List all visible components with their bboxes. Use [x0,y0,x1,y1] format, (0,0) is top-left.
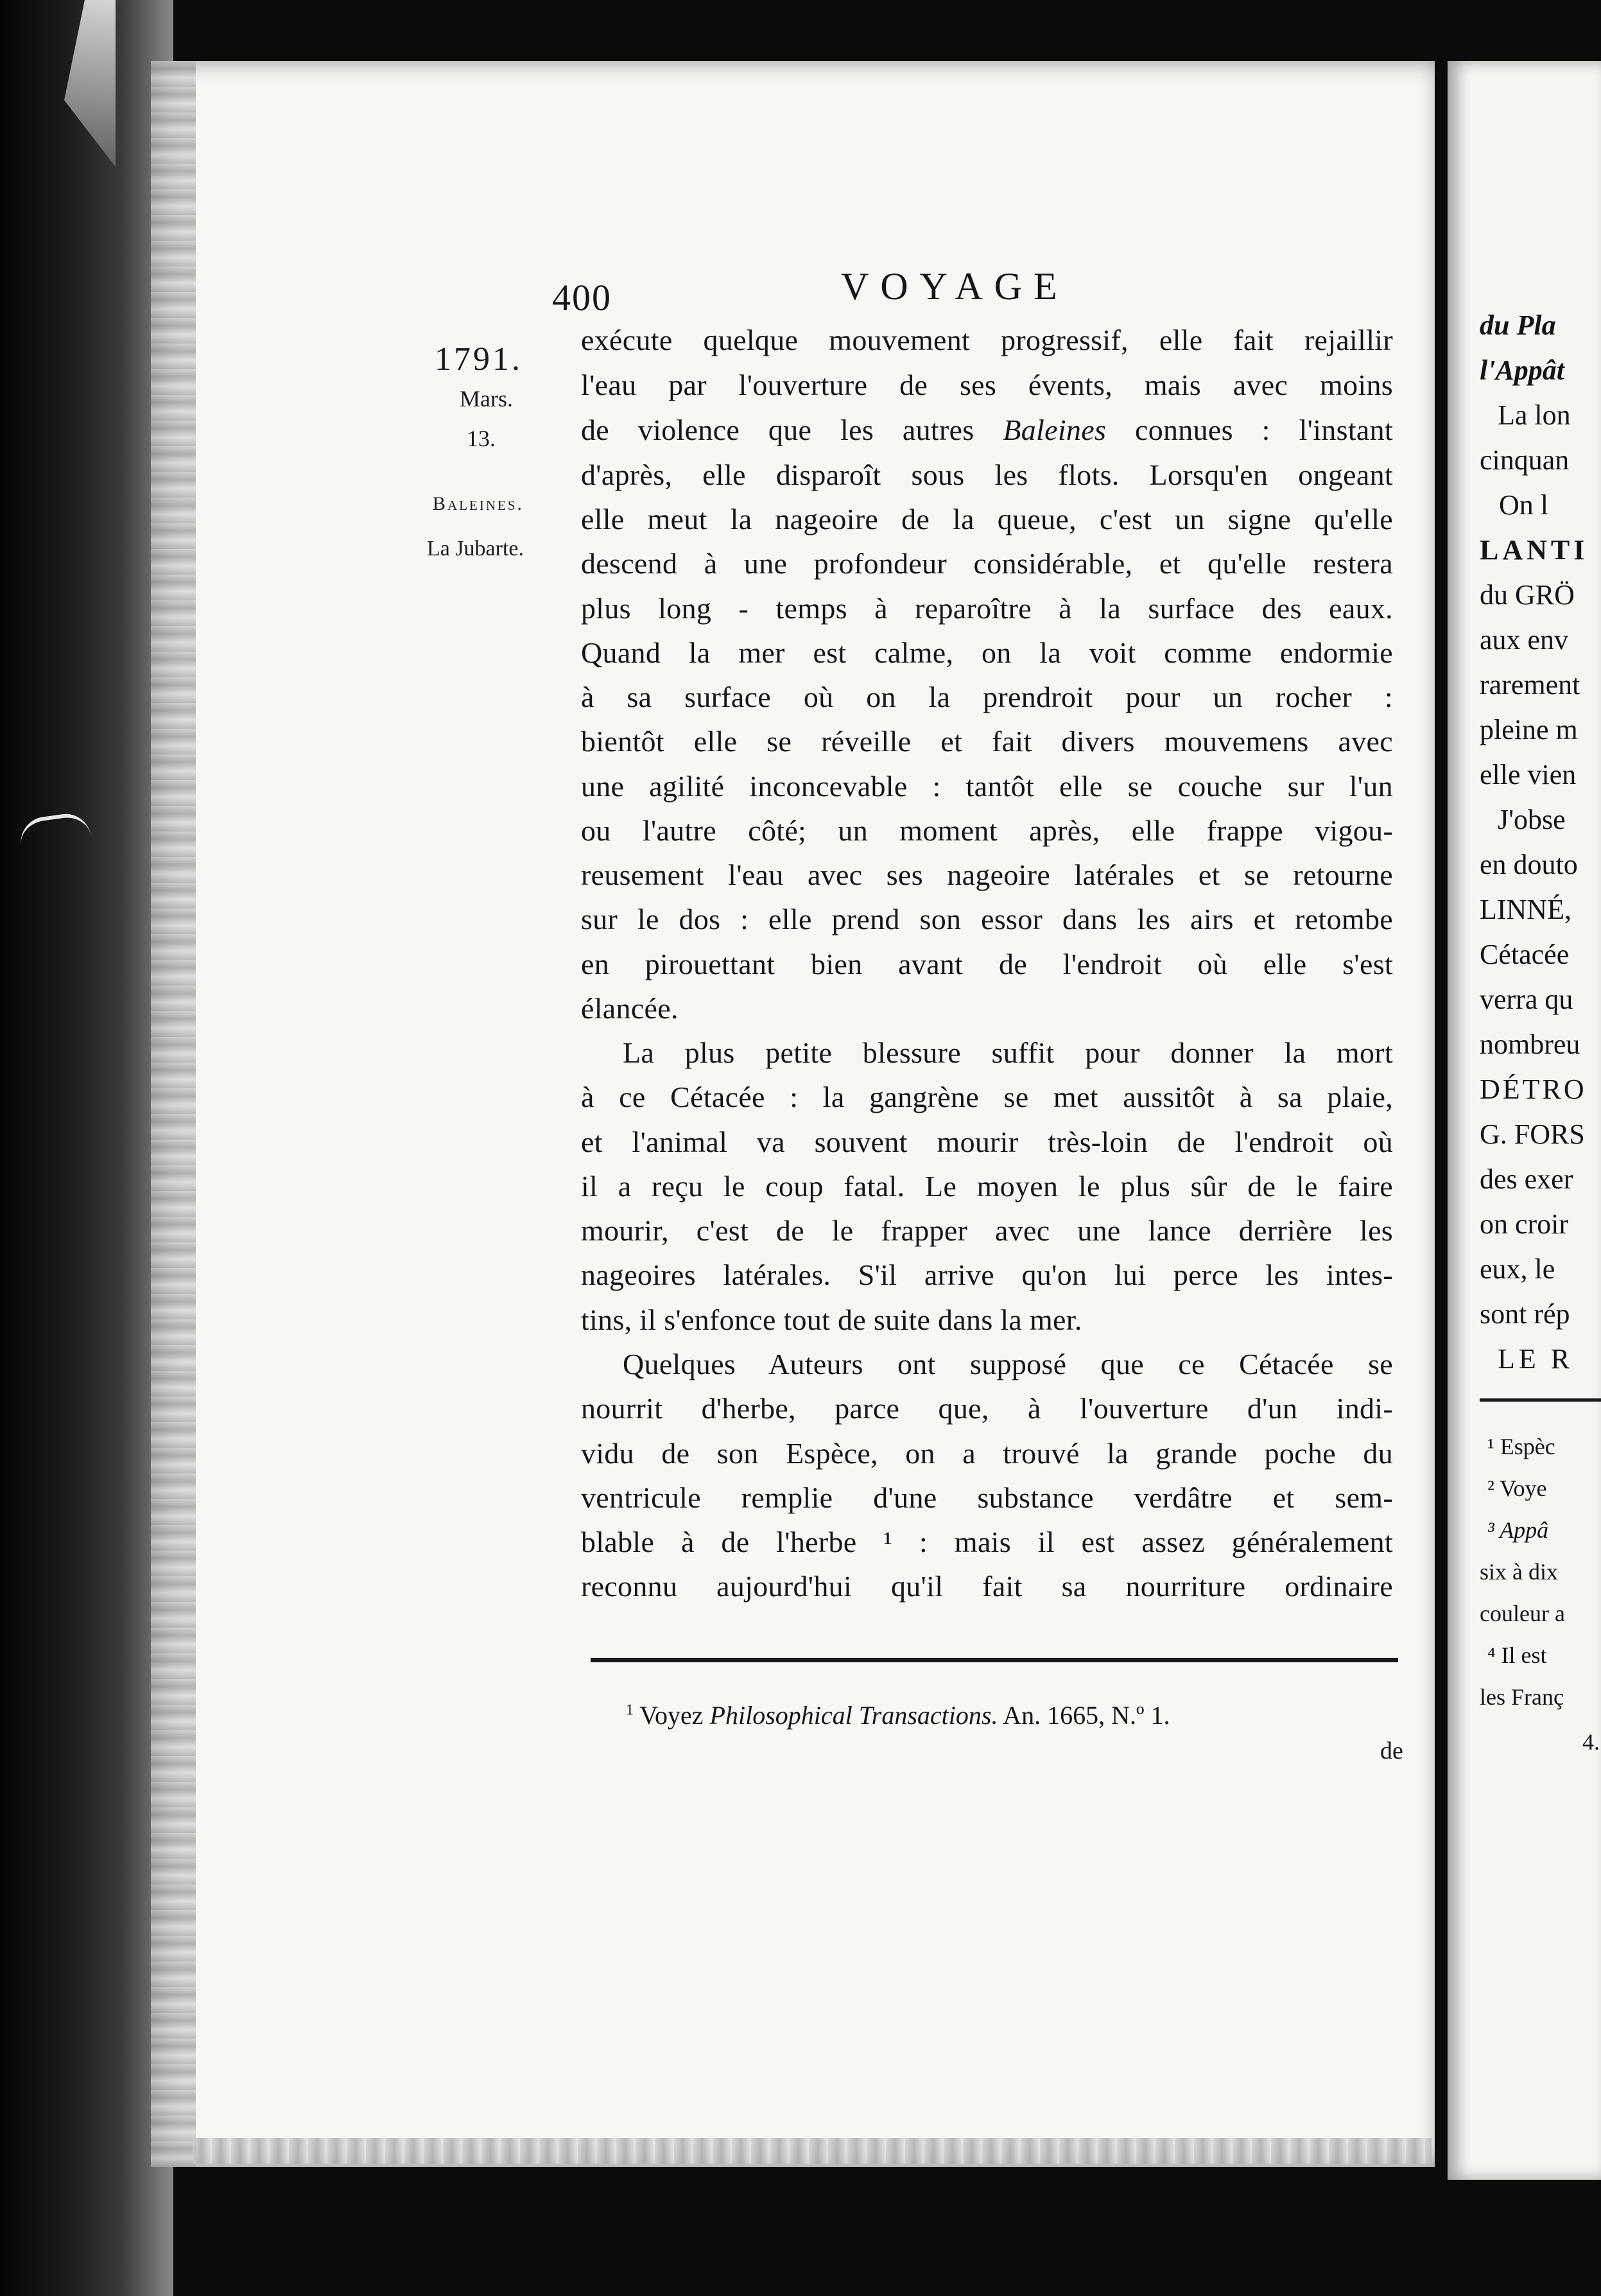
margin-day: 13. [467,426,496,451]
text-line: sur le dos : elle prend son essor dans les airs et retombe [581,903,1393,935]
facing-line: sont rép [1480,1298,1570,1330]
facing-line: LINNÉ, [1480,894,1571,925]
facing-footnote: ¹ Espèc [1487,1434,1555,1459]
text-line: tins, il s'enfonce tout de suite dans la mer. [581,1303,1082,1336]
text-line: nourrit d'herbe, parce que, à l'ouverture d'un indi- [581,1392,1393,1425]
facing-footnote: 4. [1582,1729,1600,1755]
text-line: descend à une profondeur considérable, et qu'elle restera [581,547,1393,580]
footnote-marker: 1 [626,1701,634,1719]
text-line: bientôt elle se réveille et fait divers mouvemens avec [581,725,1393,758]
text-line: en pirouettant bien avant de l'endroit où elle s'est [581,948,1393,980]
text-line: une agilité inconcevable : tantôt elle se couche sur l'un [581,770,1393,803]
text-line: La plus petite blessure suffit pour donner la mort [623,1036,1393,1069]
facing-footnote: six à dix [1480,1559,1558,1585]
facing-line: du Pla [1480,309,1556,341]
text-line: mourir, c'est de le frapper avec une lance derrière les [581,1214,1393,1247]
facing-line: en douto [1480,849,1578,880]
facing-line: J'obse [1498,804,1566,835]
text-line: ventricule remplie d'une substance verdâtre et sem- [581,1481,1393,1514]
text-line: blable à de l'herbe ¹ : mais il est assez généralement [581,1526,1393,1558]
facing-line: LE R [1498,1343,1574,1375]
italic-word: Baleines [1003,413,1107,446]
footnote [626,1700,1170,1730]
facing-line: du GRÖ [1480,579,1575,611]
page-left-edge [151,61,196,2167]
text-line: ou l'autre côté; un moment après, elle frappe vigou- [581,814,1393,847]
facing-line: LANTI [1480,534,1589,566]
text-line: l'eau par l'ouverture de ses évents, mais avec moins [581,369,1393,401]
facing-line: cinquan [1480,444,1570,476]
facing-line: pleine m [1480,714,1578,745]
text-line: nageoires latérales. S'il arrive qu'on lui perce les intes- [581,1258,1393,1291]
facing-page [1448,61,1601,2180]
text-line: il a reçu le coup fatal. Le moyen le plus sûr de le faire [581,1170,1393,1203]
facing-line: l'Appât [1480,354,1565,386]
text-line: reusement l'eau avec ses nageoire latérales et se retourne [581,858,1393,891]
text-line: d'après, elle disparoît sous les flots. Lorsqu'en ongeant [581,458,1393,491]
facing-line: La lon [1498,399,1571,431]
footnote-rule [591,1658,1398,1662]
facing-footnote: couleur a [1480,1601,1565,1626]
text-line: de violence que les autres Baleines connues : l'instant [581,413,1393,446]
facing-footnote: ⁴ Il est [1487,1642,1547,1668]
text-line: Quelques Auteurs ont supposé que ce Cétacée se [623,1348,1393,1380]
facing-line: on croir [1480,1208,1569,1240]
facing-footnote: les Franç [1480,1684,1564,1710]
text-line: élancée. [581,992,679,1025]
text-line: elle meut la nageoire de la queue, c'est un signe qu'elle [581,503,1393,535]
text-line: et l'animal va souvent mourir très-loin de l'endroit où [581,1126,1393,1158]
facing-line: Cétacée [1480,939,1570,970]
running-head: VOYAGE [841,265,1069,308]
margin-species: La Jubarte. [426,537,524,561]
facing-line: verra qu [1480,984,1573,1015]
footnote-rest: An. 1665, N.º 1. [1003,1701,1170,1730]
facing-footnote-rule [1480,1398,1601,1402]
catchword: de [1380,1737,1403,1764]
footnote-lead: Voyez [639,1701,704,1730]
facing-line: nombreu [1480,1029,1580,1060]
facing-footnote: ² Voye [1487,1475,1547,1501]
text-line: à sa surface où on la prendroit pour un rocher : [581,681,1393,713]
facing-line: DÉTRO [1480,1074,1587,1105]
facing-line: eux, le [1480,1253,1555,1285]
footnote-title: Philosophical Transactions. [709,1701,998,1730]
text-line: plus long - temps à reparoître à la surface des eaux. [581,592,1393,625]
text-line: reconnu aujourd'hui qu'il fait sa nourriture ordinaire [581,1570,1393,1603]
facing-footnote: ³ Appâ [1487,1517,1549,1543]
facing-line: On l [1499,489,1548,521]
facing-line: aux env [1480,624,1569,656]
text-line: à ce Cétacée : la gangrène se met aussitôt à sa plaie, [581,1081,1393,1113]
text-line: Quand la mer est calme, on la voit comme endormie [581,636,1393,669]
text-line: exécute quelque mouvement progressif, elle fait rejaillir [581,324,1393,356]
facing-line: elle vien [1480,759,1577,790]
margin-year: 1791. [435,341,523,378]
binding-gutter [0,0,173,2296]
facing-line: des exer [1480,1163,1573,1195]
text-line: vidu de son Espèce, on a trouvé la grande poche du [581,1437,1393,1470]
margin-subject: Baleines. [433,493,524,514]
margin-month: Mars. [460,386,513,412]
facing-line: rarement [1480,669,1580,700]
facing-line: G. FORS [1480,1118,1585,1150]
page-number: 400 [552,277,612,318]
page-bottom-edge [193,2138,1432,2164]
